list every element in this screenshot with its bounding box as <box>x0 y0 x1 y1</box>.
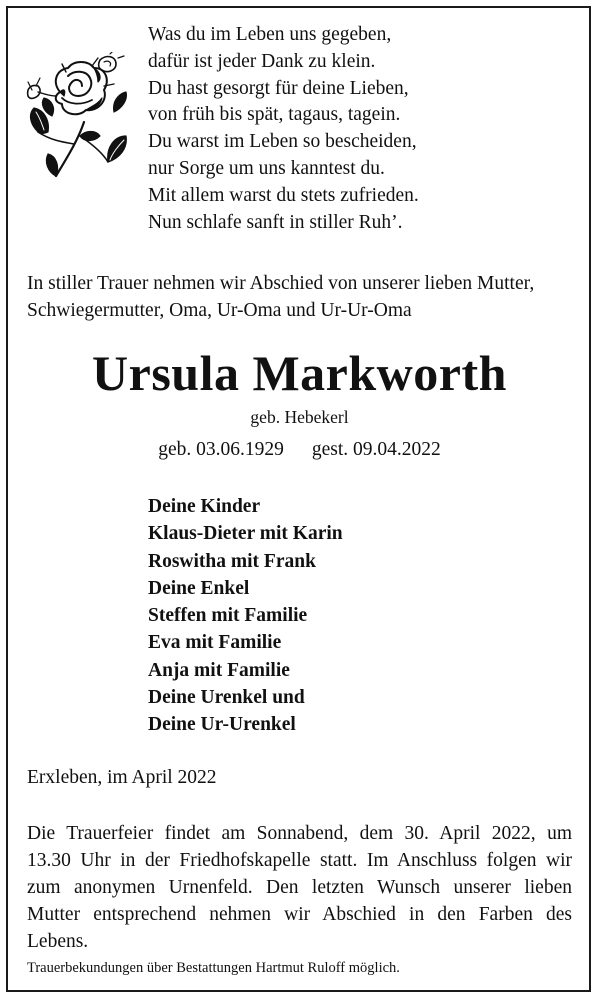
death-date: gest. 09.04.2022 <box>311 439 441 460</box>
poem <box>148 22 419 236</box>
birth-date: geb. 03.06.1929 <box>158 439 284 460</box>
deceased-name: Ursula Markworth <box>92 345 507 401</box>
poem-line: Was du im Leben uns gegeben, <box>148 24 392 45</box>
service-line: Die Trauerfeier findet am Sonnabend, dem 30. April 2022, um <box>27 823 572 844</box>
poem-line: Du warst im Leben so bescheiden, <box>148 131 417 153</box>
poem-line: Mit allem warst du stets zufrieden. <box>148 184 419 206</box>
place-date: Erxleben, im April 2022 <box>27 767 217 788</box>
poem-line: von früh bis spät, tagaus, tagein. <box>148 104 401 126</box>
mourners-list <box>148 493 343 739</box>
list-item: Eva mit Familie <box>148 632 282 654</box>
service-line: zum anonymen Urnenfeld. Den letzten Wunsch unserer lieben <box>27 877 572 898</box>
rose-icon <box>22 52 134 180</box>
service-line: Mutter entsprechend nehmen wir Abschied in den Farben des <box>27 904 572 925</box>
list-item: Deine Enkel <box>148 577 250 599</box>
list-item: Klaus-Dieter mit Karin <box>148 523 343 545</box>
intro-line: Schwiegermutter, Oma, Ur-Oma und Ur-Ur-Oma <box>27 300 412 321</box>
poem-line: nur Sorge um uns kanntest du. <box>148 157 385 179</box>
poem-line: dafür ist jeder Dank zu klein. <box>148 50 376 72</box>
list-item: Roswitha mit Frank <box>148 550 316 572</box>
condolence-note: Trauerbekundungen über Bestattungen Hartmut Ruloff möglich. <box>27 960 400 976</box>
list-item: Deine Kinder <box>148 496 261 517</box>
maiden-name: geb. Hebekerl <box>250 407 349 427</box>
service-line: Lebens. <box>27 931 89 952</box>
life-dates <box>0 437 599 463</box>
intro-line: In stiller Trauer nehmen wir Abschied von unserer lieben Mutter, <box>27 273 535 294</box>
list-item: Steffen mit Familie <box>148 605 308 627</box>
poem-line: Du hast gesorgt für deine Lieben, <box>148 77 409 99</box>
service-line: 13.30 Uhr in der Friedhofskapelle statt. Im Anschluss folgen wir <box>27 850 572 871</box>
intro-text <box>27 270 575 324</box>
poem-line: Nun schlafe sanft in stiller Ruh’. <box>148 211 403 233</box>
list-item: Anja mit Familie <box>148 659 290 681</box>
list-item: Deine Urenkel und <box>148 687 305 709</box>
service-info <box>27 820 572 955</box>
list-item: Deine Ur-Urenkel <box>148 714 296 736</box>
